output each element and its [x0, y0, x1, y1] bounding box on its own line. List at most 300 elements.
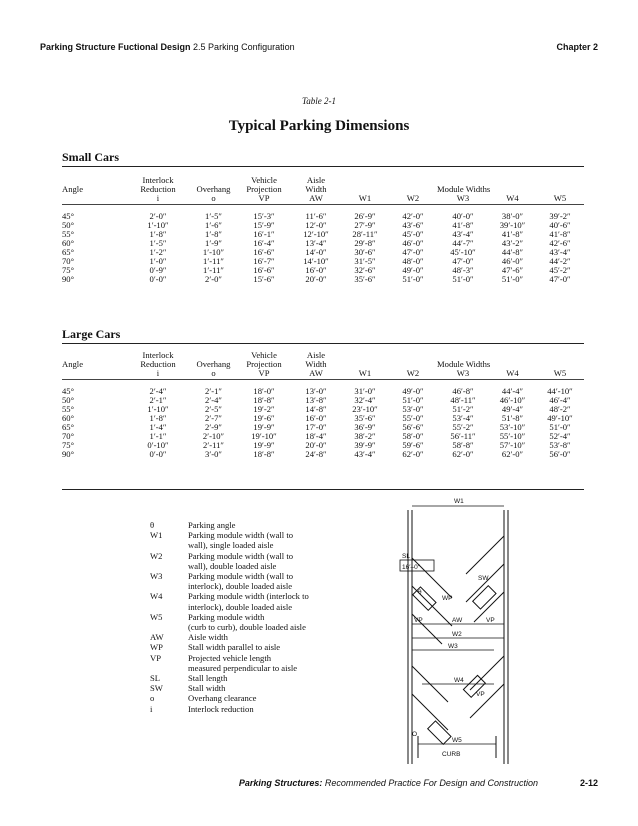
col-reduction: Reduction: [140, 359, 176, 369]
col-w2: W2: [406, 193, 420, 203]
table-cell: 38′-0″: [501, 211, 524, 221]
legend-item: [150, 530, 350, 550]
table-cell: 16′-6″: [253, 265, 275, 275]
table-row: [62, 450, 584, 459]
col-overhang: Overhang: [196, 359, 231, 369]
table-cell: 90°: [62, 449, 75, 459]
col-w5: W5: [553, 193, 567, 203]
table-number: Table 2-1: [302, 96, 336, 106]
header-section: 2.5 Parking Configuration: [193, 42, 295, 52]
legend-item: [150, 612, 350, 632]
legend-definition-line: wall), single loaded aisle: [188, 540, 274, 551]
table-cell: 2′-1″: [149, 395, 167, 405]
table-cell: 2′-4″: [149, 386, 167, 396]
table-cell: 1′-8″: [205, 229, 222, 239]
table-cell: 41′-8″: [501, 229, 524, 239]
legend-definition-line: measured perpendicular to aisle: [188, 662, 298, 673]
legend-definition-line: Parking angle: [188, 520, 236, 530]
legend-definition: [188, 683, 350, 693]
legend-item: [150, 693, 350, 703]
table-cell: 48′-11″: [450, 395, 476, 405]
col-interlock: Interlock: [142, 350, 174, 360]
col-i: i: [156, 193, 160, 203]
table-cell: 12′-10″: [303, 229, 329, 239]
col-w1: W1: [358, 368, 372, 378]
table-cell: 52′-4″: [549, 431, 571, 441]
table-cell: 1′-0″: [149, 256, 167, 266]
footer-page-number: 2-12: [579, 778, 598, 788]
table-cell: 1′-6″: [205, 220, 222, 230]
legend-item: [150, 632, 350, 642]
diagram-curb-label: CURB: [442, 751, 461, 758]
col-aw: AW: [309, 193, 323, 203]
col-projection: Projection: [246, 184, 282, 194]
col-w3: W3: [456, 368, 470, 378]
table-cell: 44′-10″: [547, 386, 573, 396]
col-w3: W3: [456, 193, 470, 203]
col-aisle: Aisle: [306, 350, 326, 360]
table-cell: 1′-5″: [149, 238, 167, 248]
legend-definition: [188, 591, 350, 611]
col-module-widths: Module Widths: [437, 184, 491, 194]
header-chapter: Chapter 2: [556, 42, 598, 52]
legend-definition-line: interlock), double loaded aisle: [188, 581, 293, 592]
legend-item: [150, 673, 350, 683]
table-cell: 2′-9″: [205, 422, 222, 432]
table-cell: 44′-7″: [452, 238, 474, 248]
diagram-theta-label: θ: [418, 589, 422, 596]
table-cell: 14′-0″: [305, 247, 327, 257]
table-cell: 19′-10″: [251, 431, 277, 441]
legend-definition: [188, 642, 350, 652]
col-vehicle: Vehicle: [251, 350, 277, 360]
diagram-dim-label: 16′–0″: [402, 564, 420, 571]
diagram-vp-right-label: VP: [486, 617, 495, 624]
table-cell: 1′-11″: [203, 256, 224, 266]
table-cell: 2′-4″: [205, 395, 222, 405]
stall-line: [466, 536, 504, 574]
table-cell: 1′-5″: [205, 211, 222, 221]
table-cell: 16′-4″: [253, 238, 275, 248]
col-width: Width: [305, 184, 327, 194]
table-cell: 44′-4″: [501, 386, 524, 396]
table-cell: 3′-0″: [205, 449, 222, 459]
diagram-w1-label: W1: [454, 498, 464, 505]
table-cell: 58′-0″: [402, 431, 424, 441]
col-aisle: Aisle: [306, 175, 326, 185]
table-cell: 41′-8″: [549, 229, 571, 239]
legend-definition: [188, 612, 350, 632]
table-cell: 62′-0″: [452, 449, 474, 459]
table-cell: 16′-0″: [305, 265, 327, 275]
table-cell: 1′-1″: [149, 431, 167, 441]
table-cell: 14′-10″: [303, 256, 329, 266]
large-cars-heading: Large Cars: [62, 327, 121, 341]
table-cell: 2′-10″: [202, 431, 225, 441]
legend-item: [150, 520, 350, 530]
table-cell: 51′-0″: [452, 274, 474, 284]
col-module-widths: Module Widths: [437, 359, 491, 369]
legend-item: [150, 642, 350, 652]
table-cell: 2′-1″: [205, 386, 222, 396]
table-cell: 18′-8″: [253, 395, 275, 405]
table-cell: 53′-8″: [549, 440, 571, 450]
small-cars-rows: [62, 203, 584, 284]
table-cell: 60°: [62, 413, 75, 423]
table-cell: 13′-8″: [305, 395, 327, 405]
table-cell: 49′-10″: [547, 413, 573, 423]
diagram-sl-label: SL: [402, 553, 410, 560]
col-w5: W5: [553, 368, 567, 378]
table-cell: 24′-8″: [305, 449, 327, 459]
stall-line: [470, 656, 504, 690]
legend-definition-line: Stall width parallel to aisle: [188, 642, 281, 653]
table-cell: 51′-0″: [549, 422, 571, 432]
table-cell: 43′-4″: [452, 229, 474, 239]
table-cell: 12′-0″: [305, 220, 327, 230]
table-cell: 38′-2″: [354, 431, 376, 441]
table-cell: 46′-0″: [402, 238, 424, 248]
table-cell: 2′-0″: [205, 274, 222, 284]
table-cell: 15′-9″: [253, 220, 275, 230]
table-cell: 65°: [62, 247, 75, 257]
table-row: [62, 275, 584, 284]
car-icon: [428, 721, 451, 744]
table-cell: 16′-0″: [305, 413, 327, 423]
table-cell: 2′-0″: [149, 211, 167, 221]
legend-definition-line: Stall width: [188, 683, 226, 694]
footer-book-title: Parking Structures:: [238, 778, 323, 788]
table-cell: 45°: [62, 386, 75, 396]
legend-definition: [188, 530, 350, 550]
table-cell: 28′-11″: [352, 229, 378, 239]
table-cell: 47′-0″: [452, 256, 474, 266]
table-cell: 53′-0″: [402, 404, 424, 414]
col-vehicle: Vehicle: [251, 175, 277, 185]
legend-definition: [188, 673, 350, 683]
legend-definition: [188, 653, 350, 673]
table-cell: 1′-10″: [147, 404, 169, 414]
large-cars-header-rule: [62, 379, 584, 380]
table-cell: 43′-4″: [354, 449, 376, 459]
legend-definition-line: wall), double loaded aisle: [188, 560, 277, 571]
table-cell: 62′-0″: [402, 449, 424, 459]
table-cell: 18′-8″: [253, 449, 275, 459]
table-cell: 49′-0″: [402, 386, 424, 396]
table-cell: 50°: [62, 220, 75, 230]
table-cell: 57′-10″: [499, 440, 526, 450]
legend-definition: [188, 632, 350, 642]
legend-definition-line: Projected vehicle length: [188, 652, 272, 663]
table-cell: 15′-6″: [253, 274, 275, 284]
small-cars-header: [62, 176, 584, 203]
col-aw: AW: [309, 368, 323, 378]
col-interlock: Interlock: [142, 175, 174, 185]
legend-symbol: i: [150, 703, 153, 714]
table-cell: 0′-10″: [147, 440, 169, 450]
table-cell: 62′-0″: [501, 449, 524, 459]
legend-definition-line: Parking module width: [188, 611, 265, 622]
col-width: Width: [305, 359, 327, 369]
table-cell: 20′-0″: [305, 440, 327, 450]
table-cell: 18′-4″: [305, 431, 327, 441]
table-cell: 1′-10″: [147, 220, 169, 230]
table-cell: 39′-10″: [499, 220, 526, 230]
footer-subtitle: Recommended Practice For Design and Construction: [324, 778, 538, 788]
table-cell: 11′-6″: [305, 211, 327, 221]
table-cell: 1′-2″: [149, 247, 167, 257]
legend-item: [150, 653, 350, 673]
legend-symbol: SL: [150, 673, 161, 684]
col-reduction: Reduction: [140, 184, 176, 194]
table-cell: 55′-2″: [452, 422, 474, 432]
table-cell: 40′-0″: [452, 211, 474, 221]
table-cell: 56′-6″: [402, 422, 424, 432]
table-cell: 48′-0″: [402, 256, 424, 266]
legend-item: [150, 704, 350, 714]
table-cell: 0′-9″: [149, 265, 167, 275]
legend-item: [150, 591, 350, 611]
diagram-w4-label: W4: [454, 677, 464, 684]
table-cell: 2′-11″: [203, 440, 224, 450]
table-cell: 70°: [62, 431, 75, 441]
legend-item: [150, 683, 350, 693]
table-cell: 75°: [62, 440, 75, 450]
col-w2: W2: [406, 368, 420, 378]
table-cell: 32′-4″: [354, 395, 376, 405]
table-cell: 1′-8″: [149, 229, 167, 239]
legend-symbol: θ: [150, 520, 155, 530]
stall-line: [470, 684, 504, 718]
table-cell: 90°: [62, 274, 75, 284]
legend-definition-line: Stall length: [188, 673, 228, 684]
legend-definition-line: Parking module width (wall to: [188, 550, 294, 561]
diagram-w2-label: W2: [452, 631, 462, 638]
table-cell: 15′-3″: [253, 211, 275, 221]
table-cell: 59′-6″: [402, 440, 424, 450]
header-book-title: Parking Structure Fuctional Design: [40, 42, 191, 52]
table-cell: 16′-7″: [253, 256, 275, 266]
table-cell: 46′-8″: [452, 386, 474, 396]
legend-definition-line: interlock), double loaded aisle: [188, 601, 293, 612]
table-cell: 2′-5″: [205, 404, 222, 414]
legend-definition-line: Parking module width (wall to: [188, 571, 294, 582]
col-o: o: [211, 368, 216, 378]
large-cars-rows: [62, 378, 584, 459]
table-cell: 51′-0″: [402, 395, 424, 405]
table-cell: 27′-9″: [354, 220, 376, 230]
table-cell: 44′-2″: [549, 256, 571, 266]
col-vp: VP: [258, 193, 270, 203]
table-cell: 55°: [62, 229, 75, 239]
legend-definition: [188, 571, 350, 591]
large-cars-header: [62, 351, 584, 378]
diagram-wp-label: WP: [442, 595, 453, 602]
table-cell: 31′-0″: [354, 386, 376, 396]
table-cell: 17′-0″: [305, 422, 327, 432]
diagram-aw-label: AW: [452, 617, 463, 624]
page-header: [40, 42, 598, 52]
table-cell: 50°: [62, 395, 75, 405]
table-cell: 48′-3″: [452, 265, 474, 275]
table-cell: 13′-0″: [305, 386, 327, 396]
table-cell: 32′-6″: [354, 265, 376, 275]
table-cell: 42′-0″: [402, 211, 424, 221]
table-cell: 19′-2″: [253, 404, 275, 414]
legend-definition-line: Aisle width: [188, 632, 228, 643]
table-cell: 65°: [62, 422, 75, 432]
legend-symbol: W3: [150, 571, 163, 582]
col-projection: Projection: [246, 359, 282, 369]
legend-symbol: VP: [150, 652, 161, 663]
col-w4: W4: [506, 368, 519, 378]
small-cars-header-rule: [62, 204, 584, 205]
table-cell: 1′-8″: [149, 413, 167, 423]
table-cell: 14′-8″: [305, 404, 327, 414]
table-cell: 55′-0″: [402, 413, 424, 423]
legend-definition: [188, 520, 350, 530]
legend-symbol: SW: [150, 683, 163, 694]
table-cell: 31′-5″: [354, 256, 376, 266]
table-cell: 58′-8″: [452, 440, 474, 450]
legend-symbol: W4: [150, 591, 163, 602]
table-cell: 18′-0″: [253, 386, 275, 396]
table-cell: 43′-4″: [549, 247, 571, 257]
col-overhang: Overhang: [196, 184, 231, 194]
small-cars-top-rule: [62, 166, 584, 167]
large-cars-bottom-rule: [62, 489, 584, 490]
diagram-w3-label: W3: [448, 643, 458, 650]
table-cell: 43′-2″: [501, 238, 524, 248]
legend-definition-line: Parking module width (interlock to: [188, 591, 309, 602]
table-cell: 45°: [62, 211, 75, 221]
table-cell: 0′-0″: [149, 449, 167, 459]
table-cell: 35′-6″: [354, 274, 376, 284]
table-cell: 35′-6″: [354, 413, 376, 423]
legend-item: [150, 551, 350, 571]
stall-line: [412, 694, 448, 730]
table-cell: 51′-8″: [501, 413, 524, 423]
legend-symbol: o: [150, 693, 155, 704]
table-cell: 19′-9″: [253, 422, 275, 432]
legend-definition: [188, 693, 350, 703]
table-cell: 44′-8″: [501, 247, 524, 257]
legend-definition-line: Overhang clearance: [188, 693, 257, 704]
table-cell: 39′-2″: [549, 211, 571, 221]
table-cell: 51′-2″: [452, 404, 474, 414]
table-cell: 53′-10″: [499, 422, 526, 432]
table-cell: 51′-0″: [402, 274, 424, 284]
table-cell: 47′-0″: [402, 247, 424, 257]
legend-symbol: AW: [150, 632, 164, 643]
table-cell: 47′-0″: [549, 274, 571, 284]
table-cell: 1′-11″: [203, 265, 224, 275]
table-cell: 29′-8″: [354, 238, 376, 248]
table-cell: 19′-9″: [253, 440, 275, 450]
diagram-w5-label: W5: [452, 737, 462, 744]
stall-line: [466, 564, 504, 602]
table-cell: 13′-4″: [305, 238, 327, 248]
legend-item: [150, 571, 350, 591]
diagram-vp-lower-label: VP: [476, 691, 485, 698]
table-cell: 45′-0″: [402, 229, 424, 239]
legend-definition: [188, 551, 350, 571]
table-cell: 55°: [62, 404, 75, 414]
table-cell: 39′-9″: [354, 440, 376, 450]
table-cell: 60°: [62, 238, 75, 248]
table-cell: 36′-9″: [354, 422, 376, 432]
table-cell: 46′-4″: [549, 395, 571, 405]
table-cell: 41′-8″: [452, 220, 474, 230]
small-cars-table: [62, 176, 584, 284]
table-cell: 56′-11″: [450, 431, 476, 441]
col-angle: Angle: [62, 184, 84, 194]
symbol-legend: [150, 520, 350, 714]
table-cell: 42′-6″: [549, 238, 571, 248]
legend-symbol: WP: [150, 642, 163, 653]
table-cell: 26′-9″: [354, 211, 376, 221]
large-cars-table: [62, 351, 584, 459]
table-cell: 1′-9″: [205, 238, 222, 248]
table-cell: 1′-4″: [149, 422, 167, 432]
legend-symbol: W2: [150, 550, 163, 561]
table-cell: 16′-6″: [253, 247, 275, 257]
table-cell: 45′-10″: [450, 247, 476, 257]
small-cars-heading: Small Cars: [62, 150, 119, 164]
col-w1: W1: [358, 193, 372, 203]
col-vp: VP: [258, 368, 270, 378]
table-cell: 43′-6″: [402, 220, 424, 230]
table-cell: 49′-4″: [501, 404, 524, 414]
table-cell: 56′-0″: [549, 449, 571, 459]
table-cell: 2′-7″: [205, 413, 222, 423]
table-cell: 53′-4″: [452, 413, 474, 423]
table-cell: 48′-2″: [549, 404, 571, 414]
col-angle: Angle: [62, 359, 84, 369]
table-cell: 51′-0″: [501, 274, 524, 284]
legend-definition-line: Interlock reduction: [188, 703, 254, 714]
diagram-vp-left-label: VP: [414, 617, 423, 624]
col-i: i: [156, 368, 160, 378]
table-cell: 30′-6″: [354, 247, 376, 257]
table-cell: 20′-0″: [305, 274, 327, 284]
table-cell: 46′-10″: [499, 395, 526, 405]
table-cell: 19′-6″: [253, 413, 275, 423]
table-cell: 47′-6″: [501, 265, 524, 275]
table-cell: 40′-6″: [549, 220, 571, 230]
table-cell: 49′-0″: [402, 265, 424, 275]
legend-symbol: W1: [150, 530, 163, 541]
table-title: Typical Parking Dimensions: [228, 118, 410, 134]
legend-definition: [188, 704, 350, 714]
diagram-o-label: O: [412, 731, 418, 738]
table-cell: 16′-1″: [253, 229, 275, 239]
col-o: o: [211, 193, 216, 203]
legend-symbol: W5: [150, 611, 163, 622]
table-cell: 75°: [62, 265, 75, 275]
table-cell: 46′-0″: [501, 256, 524, 266]
table-cell: 1′-10″: [202, 247, 225, 257]
legend-definition-line: Parking module width (wall to: [188, 530, 294, 541]
table-cell: 0′-0″: [149, 274, 167, 284]
large-cars-top-rule: [62, 343, 584, 344]
parking-module-diagram: [378, 496, 588, 764]
col-w4: W4: [506, 193, 519, 203]
table-cell: 23′-10″: [352, 404, 378, 414]
table-cell: 55′-10″: [499, 431, 526, 441]
car-icon: [473, 586, 496, 609]
legend-definition-line: (curb to curb), double loaded aisle: [188, 622, 306, 633]
